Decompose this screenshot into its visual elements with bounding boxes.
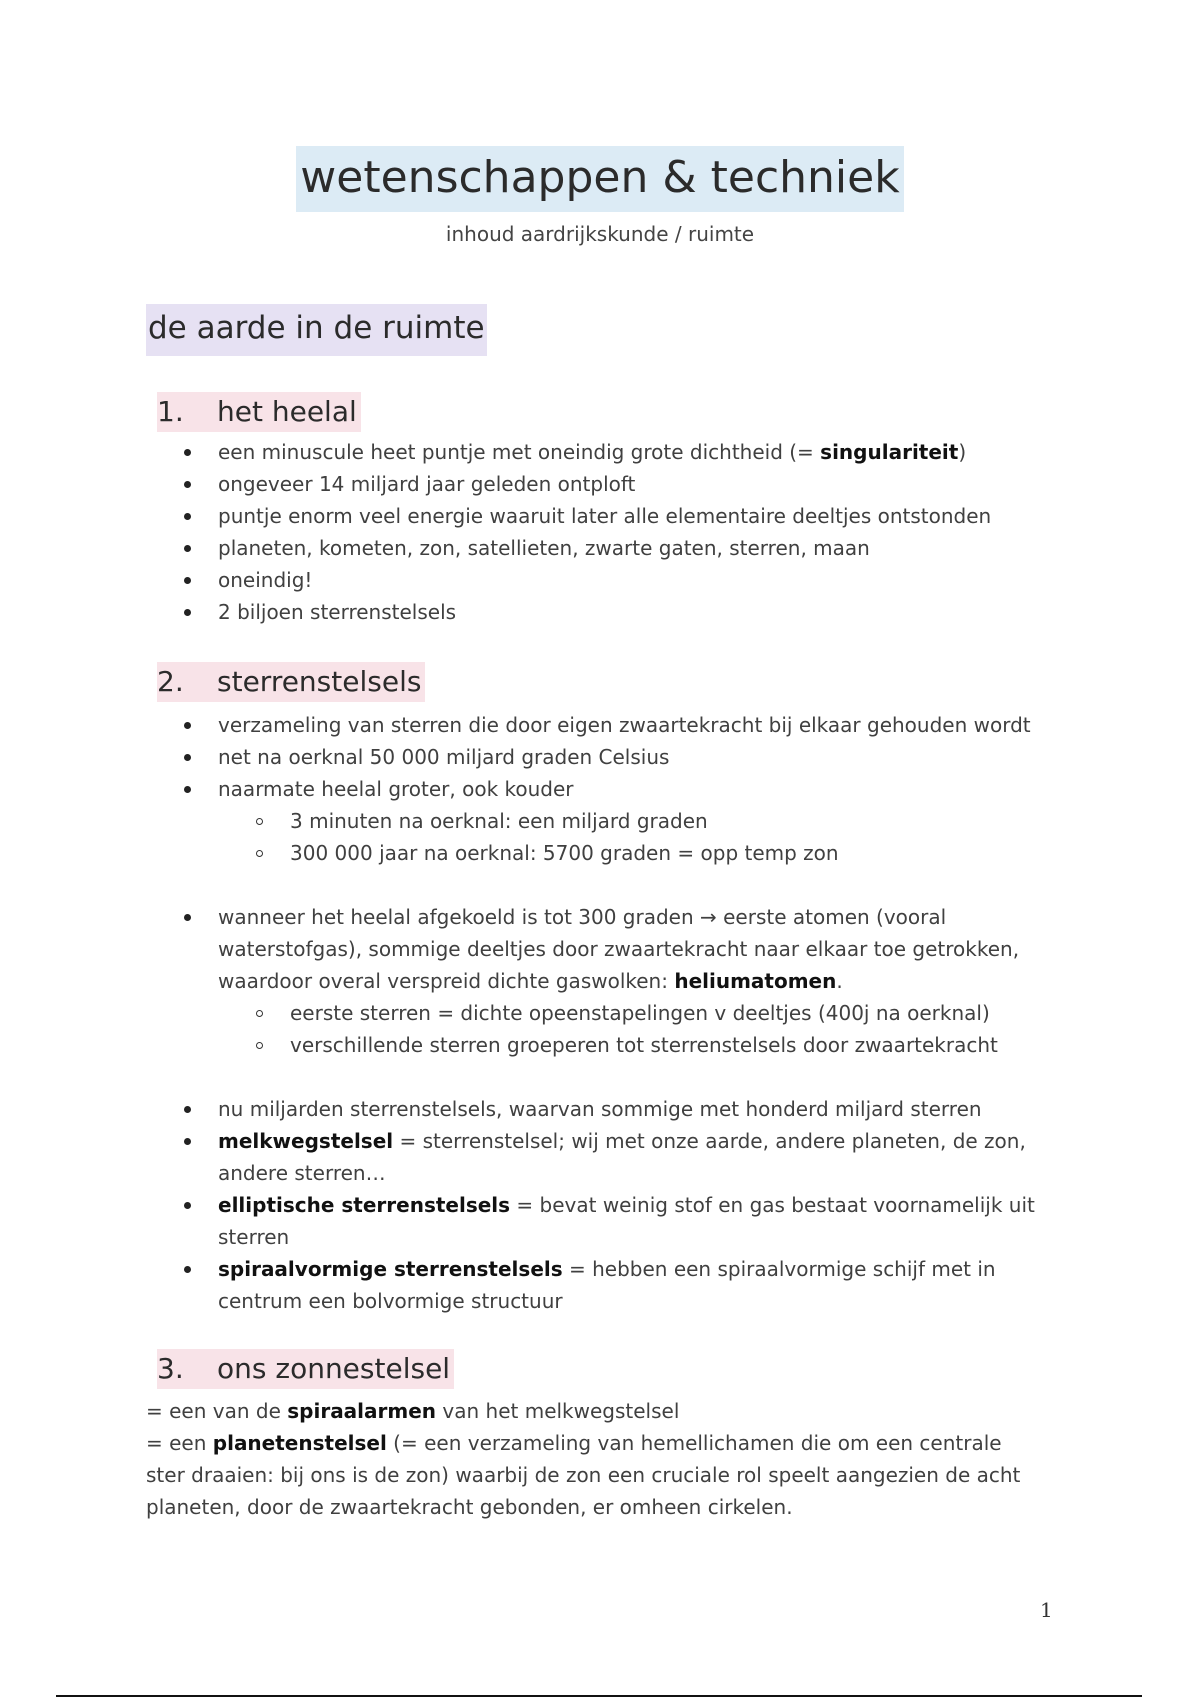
heading-number: 3.	[157, 1352, 184, 1385]
paragraph-line: = een planetenstelsel (= een verzameling van hemellichamen die om een centrale ster draaien: bij ons is de zon) waarbij de zon een cruciale rol speelt aangezien de acht planeten, door de zwaartekracht gebonden, er omheen cirkelen.	[146, 1431, 1021, 1519]
list-item: 2 biljoen sterrenstelsels	[180, 596, 1050, 628]
page-subtitle: inhoud aardrijkskunde / ruimte	[445, 222, 755, 246]
heading-ons-zonnestelsel	[157, 1349, 454, 1389]
title-container	[0, 146, 1200, 212]
sub-list-item: 300 000 jaar na oerknal: 5700 graden = opp temp zon	[252, 837, 1050, 869]
list-item: puntje enorm veel energie waaruit later alle elementaire deeltjes ontstonden	[180, 500, 1050, 532]
section-title: de aarde in de ruimte	[146, 304, 487, 356]
heading-sterrenstelsels	[157, 662, 425, 702]
list-item: spiraalvormige sterrenstelsels = hebben een spiraalvormige schijf met in centrum een bolvormige structuur	[180, 1253, 1050, 1317]
heading-number: 2.	[157, 665, 184, 698]
heading-number: 1.	[157, 395, 184, 428]
sub-list	[218, 805, 1050, 869]
list-item: een minuscule heet puntje met oneindig grote dichtheid (= singulariteit)	[180, 436, 1050, 468]
heading-text: ons zonnestelsel	[217, 1352, 451, 1385]
sub-list-item: verschillende sterren groeperen tot sterrenstelsels door zwaartekracht	[252, 1029, 1050, 1061]
list-item: naarmate heelal groter, ook kouder 3 minuten na oerknal: een miljard graden 300 000 jaar na oerknal: 5700 graden = opp temp zon	[180, 773, 1050, 869]
list-item: oneindig!	[180, 564, 1050, 596]
list-item: verzameling van sterren die door eigen zwaartekracht bij elkaar gehouden wordt	[180, 709, 1050, 741]
page-number: 1	[1040, 1598, 1053, 1622]
bottom-divider	[56, 1695, 1142, 1697]
heading-text: het heelal	[217, 395, 357, 428]
page-title: wetenschappen & techniek	[296, 146, 903, 212]
list-item: wanneer het heelal afgekoeld is tot 300 graden → eerste atomen (vooral waterstofgas), sommige deeltjes door zwaartekracht naar elkaar toe getrokken, waardoor overal verspreid dichte gaswolken: heliumatomen. eerste sterren = dichte opeenstapelingen v deeltjes (400j na oerknal) verschillende sterren groeperen tot sterrenstelsels door zwaartekracht	[180, 901, 1050, 1061]
list-item: ongeveer 14 miljard jaar geleden ontploft	[180, 468, 1050, 500]
sub-list	[218, 997, 1050, 1061]
list-item: planeten, kometen, zon, satellieten, zwarte gaten, sterren, maan	[180, 532, 1050, 564]
list-item: elliptische sterrenstelsels = bevat weinig stof en gas bestaat voornamelijk uit sterren	[180, 1189, 1050, 1253]
heading-text: sterrenstelsels	[217, 665, 422, 698]
heading-het-heelal	[157, 392, 361, 432]
list-item: net na oerknal 50 000 miljard graden Celsius	[180, 741, 1050, 773]
paragraph-line: = een van de spiraalarmen van het melkwegstelsel	[146, 1399, 680, 1423]
sub-list-item: eerste sterren = dichte opeenstapelingen v deeltjes (400j na oerknal)	[252, 997, 1050, 1029]
paragraph-zonnestelsel	[146, 1395, 1046, 1523]
list-item: melkwegstelsel = sterrenstelsel; wij met onze aarde, andere planeten, de zon, andere sterren…	[180, 1125, 1050, 1189]
bullet-list-sterrenstelsels	[180, 709, 1050, 1317]
bullet-list-heelal	[180, 436, 1050, 628]
list-item: nu miljarden sterrenstelsels, waarvan sommige met honderd miljard sterren	[180, 1093, 1050, 1125]
sub-list-item: 3 minuten na oerknal: een miljard graden	[252, 805, 1050, 837]
